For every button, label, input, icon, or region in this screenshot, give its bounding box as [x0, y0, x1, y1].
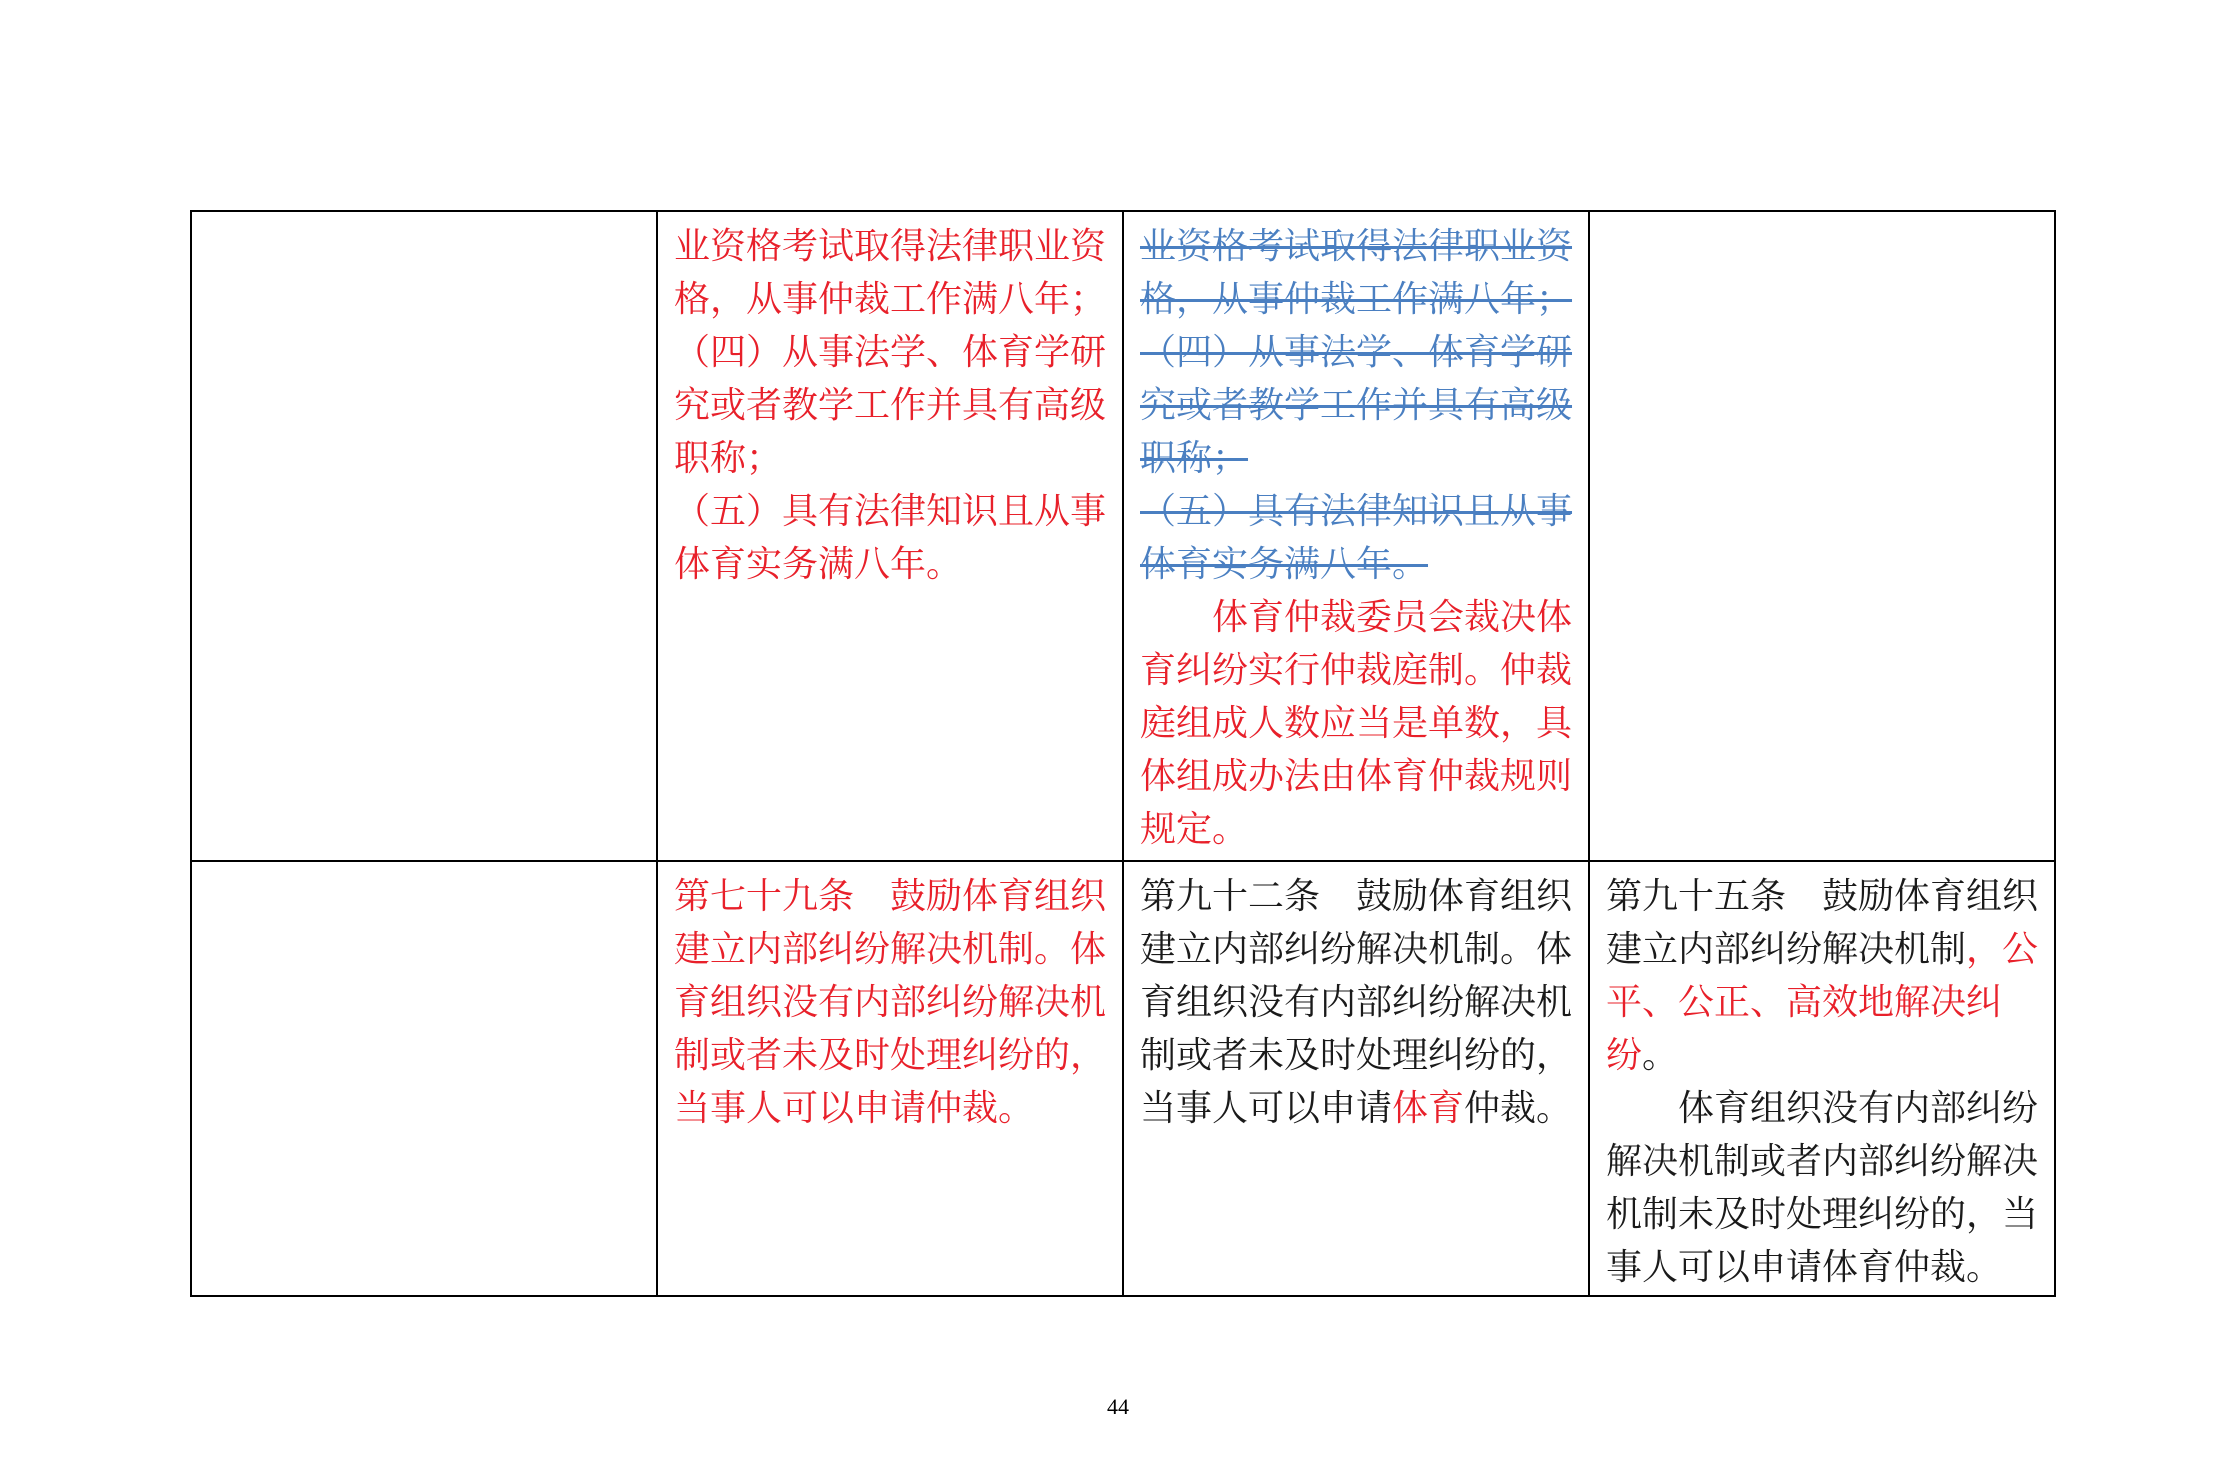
article-95-text-end: 。 — [1642, 1035, 1679, 1076]
row1-col1-cell — [191, 211, 657, 861]
row1-col3-cell — [1123, 211, 1589, 861]
row1-col2-line-3: （五）具有法律知识且从事体育实务满八年。 — [674, 491, 1107, 585]
article-95-inserted-text: ，公平、公正、高效地解决纠纷 — [1606, 929, 2039, 1076]
article-95-text: 第九十五条 鼓励体育组织建立内部纠纷解决机制 — [1606, 876, 2039, 970]
row1-col3-added-paragraph: 体育仲裁委员会裁决体育纠纷实行仲裁庭制。仲裁庭组成人数应当是单数，具体组成办法由体育仲裁规则规定。 — [1140, 597, 1573, 850]
row2-col3-cell — [1123, 861, 1589, 1296]
article-92-text-end: 仲裁。 — [1464, 1088, 1573, 1129]
article-92-text: 第九十二条 鼓励体育组织建立内部纠纷解决机制。体育组织没有内部纠纷解决机制或者未及时处理纠纷的，当事人可以申请 — [1140, 876, 1573, 1129]
page-number: 44 — [1107, 1394, 1129, 1419]
row2-col3-article-92 — [1140, 870, 1576, 1135]
row1-col3-deleted-line-1: 业资格考试取得法律职业资格，从事仲裁工作满八年； — [1140, 226, 1573, 320]
row2-col4-article-95-p1 — [1606, 870, 2042, 1082]
row2-col4-article-95-p2: 体育组织没有内部纠纷解决机制或者内部纠纷解决机制未及时处理纠纷的，当事人可以申请体育仲裁。 — [1606, 1088, 2039, 1288]
row1-col3-deleted-line-2: （四）从事法学、体育学研究或者教学工作并具有高级职称； — [1140, 332, 1573, 479]
row2-col2-article-79: 第七十九条 鼓励体育组织建立内部纠纷解决机制。体育组织没有内部纠纷解决机制或者未及时处理纠纷的，当事人可以申请仲裁。 — [674, 876, 1107, 1129]
article-92-inserted-text: 体育 — [1392, 1088, 1465, 1129]
row2-col1-cell — [191, 861, 657, 1296]
row1-col2-line-2: （四）从事法学、体育学研究或者教学工作并具有高级职称； — [674, 332, 1107, 479]
law-comparison-table — [190, 210, 2056, 1297]
row1-col4-cell — [1589, 211, 2055, 861]
row1-col2-line-1: 业资格考试取得法律职业资格，从事仲裁工作满八年； — [674, 226, 1107, 320]
table-row — [191, 211, 2055, 861]
row1-col2-cell — [657, 211, 1123, 861]
row2-col4-cell — [1589, 861, 2055, 1296]
row1-col3-deleted-line-3: （五）具有法律知识且从事体育实务满八年。 — [1140, 491, 1573, 585]
table-row — [191, 861, 2055, 1296]
row2-col2-cell — [657, 861, 1123, 1296]
